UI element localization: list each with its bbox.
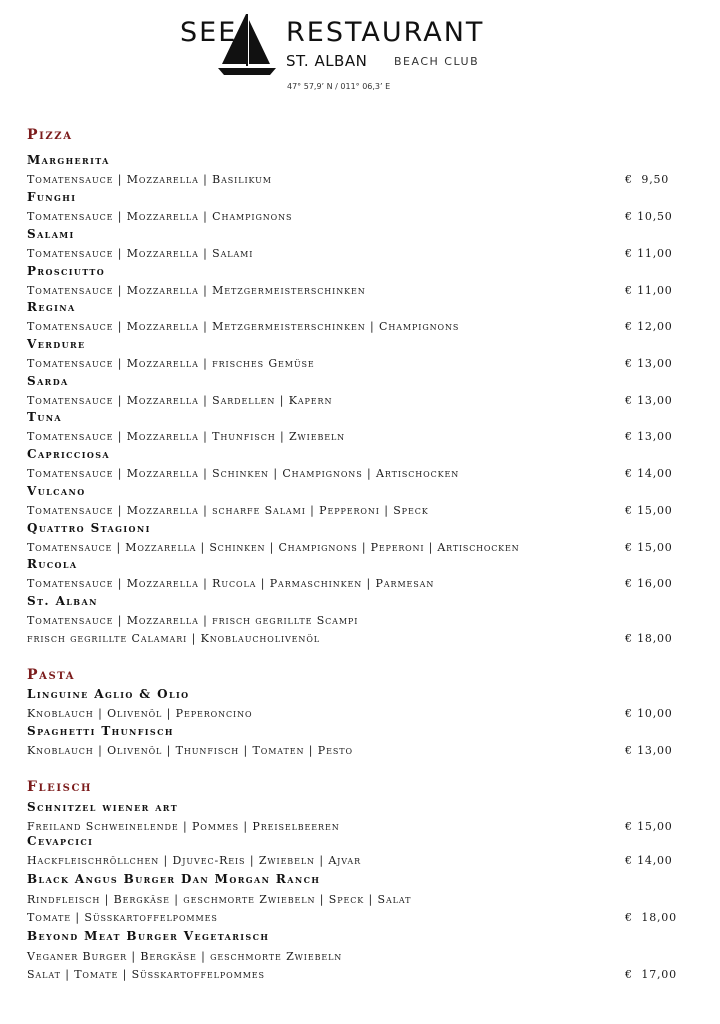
item-name: Vulcano bbox=[27, 484, 86, 498]
item-description: Knoblauch | Olivenöl | Thunfisch | Tomaten | Pesto bbox=[27, 744, 353, 757]
coordinates: 47° 57,9’ N / 011° 06,3’ E bbox=[287, 82, 391, 91]
item-name: Linguine Aglio & Olio bbox=[27, 687, 190, 701]
item-description-line2: Tomate | Süsskartoffelpommes bbox=[27, 911, 218, 924]
item-price: € 10,50 bbox=[625, 210, 673, 223]
item-price: € 14,00 bbox=[625, 467, 673, 480]
item-name: Spaghetti Thunfisch bbox=[27, 724, 174, 738]
brand-restaurant: RESTAURANT bbox=[286, 17, 485, 48]
section-title-pasta: Pasta bbox=[27, 667, 76, 683]
item-price: € 13,00 bbox=[625, 357, 673, 370]
item-name: Prosciutto bbox=[27, 264, 106, 278]
item-price: € 12,00 bbox=[625, 320, 673, 333]
item-name: Salami bbox=[27, 227, 75, 241]
brand-see: SEE bbox=[180, 17, 238, 48]
item-price: € 9,50 bbox=[625, 173, 670, 186]
item-name: Verdure bbox=[27, 337, 86, 351]
item-name: Margherita bbox=[27, 153, 110, 167]
item-name: Tuna bbox=[27, 410, 63, 424]
item-description: Tomatensauce | Mozzarella | Schinken | Champignons | Peperoni | Artischocken bbox=[27, 541, 520, 554]
item-price: € 11,00 bbox=[625, 284, 673, 297]
item-price: € 17,00 bbox=[625, 968, 677, 981]
sailboat-logo-icon bbox=[216, 12, 280, 76]
item-price: € 13,00 bbox=[625, 394, 673, 407]
item-description: Tomatensauce | Mozzarella | Thunfisch | Zwiebeln bbox=[27, 430, 346, 443]
item-name: Capricciosa bbox=[27, 447, 110, 461]
item-description: Tomatensauce | Mozzarella | Salami bbox=[27, 247, 254, 260]
section-title-fleisch: Fleisch bbox=[27, 779, 93, 795]
section-title-pizza: Pizza bbox=[27, 127, 73, 143]
item-description: Tomatensauce | Mozzarella | frisch gegrillte Scampi bbox=[27, 614, 359, 627]
item-description: Tomatensauce | Mozzarella | Schinken | Champignons | Artischocken bbox=[27, 467, 460, 480]
item-description: Rindfleisch | Bergkäse | geschmorte Zwiebeln | Speck | Salat bbox=[27, 893, 412, 906]
item-price: € 15,00 bbox=[625, 541, 673, 554]
brand-location: ST. ALBAN bbox=[286, 52, 368, 70]
item-name: St. Alban bbox=[27, 594, 98, 608]
menu-header bbox=[0, 0, 720, 100]
item-name: Schnitzel wiener art bbox=[27, 800, 179, 814]
item-price: € 14,00 bbox=[625, 854, 673, 867]
item-description: Freiland Schweinelende | Pommes | Preiselbeeren bbox=[27, 820, 340, 833]
item-description: Tomatensauce | Mozzarella | Rucola | Parmaschinken | Parmesan bbox=[27, 577, 435, 590]
brand-club: BEACH CLUB bbox=[394, 55, 480, 68]
item-name: Cevapcici bbox=[27, 834, 94, 848]
item-name: Black Angus Burger Dan Morgan Ranch bbox=[27, 872, 321, 886]
item-price: € 13,00 bbox=[625, 744, 673, 757]
item-name: Rucola bbox=[27, 557, 78, 571]
item-description: Tomatensauce | Mozzarella | Champignons bbox=[27, 210, 293, 223]
item-price: € 13,00 bbox=[625, 430, 673, 443]
item-price: € 16,00 bbox=[625, 577, 673, 590]
item-description: Tomatensauce | Mozzarella | Metzgermeisterschinken bbox=[27, 284, 366, 297]
item-description: Knoblauch | Olivenöl | Peperoncino bbox=[27, 707, 253, 720]
item-price: € 18,00 bbox=[625, 911, 677, 924]
item-price: € 15,00 bbox=[625, 820, 673, 833]
item-description: Tomatensauce | Mozzarella | scharfe Salami | Pepperoni | Speck bbox=[27, 504, 429, 517]
item-name: Beyond Meat Burger Vegetarisch bbox=[27, 929, 270, 943]
item-description: Veganer Burger | Bergkäse | geschmorte Zwiebeln bbox=[27, 950, 343, 963]
item-description: Tomatensauce | Mozzarella | Basilikum bbox=[27, 173, 272, 186]
item-name: Funghi bbox=[27, 190, 77, 204]
item-description-line2: Salat | Tomate | Süsskartoffelpommes bbox=[27, 968, 265, 981]
item-description: Tomatensauce | Mozzarella | Metzgermeisterschinken | Champignons bbox=[27, 320, 460, 333]
item-description-line2: frisch gegrillte Calamari | Knoblaucholivenöl bbox=[27, 632, 320, 645]
item-name: Regina bbox=[27, 300, 76, 314]
item-price: € 10,00 bbox=[625, 707, 673, 720]
item-description: Hackfleischröllchen | Djuvec-Reis | Zwiebeln | Ajvar bbox=[27, 854, 362, 867]
item-name: Sarda bbox=[27, 374, 69, 388]
item-price: € 15,00 bbox=[625, 504, 673, 517]
item-price: € 11,00 bbox=[625, 247, 673, 260]
item-description: Tomatensauce | Mozzarella | frisches Gemüse bbox=[27, 357, 315, 370]
item-name: Quattro Stagioni bbox=[27, 521, 151, 535]
item-description: Tomatensauce | Mozzarella | Sardellen | Kapern bbox=[27, 394, 333, 407]
item-price: € 18,00 bbox=[625, 632, 673, 645]
